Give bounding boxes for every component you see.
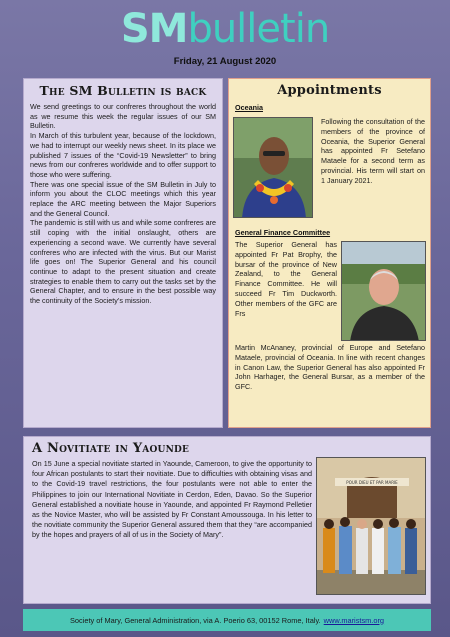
gfc-text-part: The Superior General has appointed Fr Pat Brophy, the bursar of the province of New Zealand, to the General Finance Committee. He will succeed Fr Tim Duckworth. Other members of the GFC are Frs xyxy=(235,240,337,318)
bulletin-back-article xyxy=(23,78,223,428)
group-image xyxy=(317,458,426,595)
bulletin-logo xyxy=(0,4,450,54)
paragraph: There was one special issue of the SM Bulletin in July to inform you about the CLOC meetings which this year replace the ARC meeting between the Major Superiors and the General Council. xyxy=(30,179,216,218)
appointments-heading: Appointments xyxy=(277,83,382,98)
novitiate-heading: A Novitiate in Yaounde xyxy=(32,441,190,456)
novitiate-group-photo xyxy=(316,457,426,595)
website-link[interactable]: www.maristsm.org xyxy=(323,615,385,625)
pat-brophy-photo xyxy=(341,241,426,341)
oceania-text: Following the consultation of the members of the province of Oceania, the Superior General has appointed Fr Setefano Mataele for a second term as provincial. His term will start on 1 January 2021. xyxy=(321,117,425,185)
article-heading: The SM Bulletin is back xyxy=(39,83,207,98)
portrait-image xyxy=(234,118,313,218)
appointments-article xyxy=(228,78,431,428)
gfc-text-rest: Martin McAnaney, provincial of Europe and Setefano Mataele, provincial of Oceania. In line with recent changes in Canon Law, the Superior General has also appointed Fr John Harhager, the General Bursar, as a member of the GFC. xyxy=(235,343,425,392)
masthead xyxy=(0,4,450,62)
oceania-subheading: Oceania xyxy=(235,103,263,112)
issue-date: Friday, 21 August 2020 xyxy=(173,56,277,67)
logo-bulletin: bulletin xyxy=(187,6,330,52)
portrait-image xyxy=(342,242,426,341)
footer-bar xyxy=(23,609,431,631)
setefano-photo xyxy=(233,117,313,218)
logo-sm: SM xyxy=(120,6,188,52)
paragraph: The pandemic is still with us and while some confreres are still coping with the initial onslaught, others are experiencing a second wave. We currently have several confreres who are infected with the virus. But our Marist life goes on! The Superior General and his council continue to adapt to the present situation and create strategies to enable them to carry out the tasks set by the General Chapter, and to ensure in the best possible way the continuity of the Society’s mission. xyxy=(30,218,216,306)
footer-address: Society of Mary, General Administration, via A. Poerio 63, 00152 Rome, Italy. xyxy=(69,615,321,625)
gfc-subheading: General Finance Committee xyxy=(235,228,331,237)
novitiate-text: On 15 June a special novitiate started in Yaounde, Cameroon, to give the opportunity to four African postulants to start their novitiate. Due to difficulties with obtaining visas and to the Covid-19 travel restrictions, the four postulants were not able to enter the Philippines to join our International Novitiate in Cerdon, Eden, Davao. So the Superior General established a novitiate house in Yaounde, and appointed Fr Raymond Pelletier as the Novice Master, who will be assisted by Fr Constant Amoussouga. In his letter to the novitiate community the Superior General assured them that they “are accompanied by the hopes and prayers of all of us in the Society of Mary”. xyxy=(32,459,312,540)
sign-text: POUR DIEU ET PAR MARIE xyxy=(346,480,398,485)
paragraph: In March of this turbulent year, because of the lockdown, we had to interrupt our weekly news sheet. In its place we published 7 issues of the “Covid-19 Newsletter” to bring news from our confreres worldwide and to offer support to those who were suffering. xyxy=(30,131,216,179)
article-body xyxy=(30,102,216,306)
novitiate-article xyxy=(23,436,431,604)
paragraph: We send greetings to our confreres throughout the world as we resume this week the regular issues of our SM Bulletin. xyxy=(30,102,216,131)
